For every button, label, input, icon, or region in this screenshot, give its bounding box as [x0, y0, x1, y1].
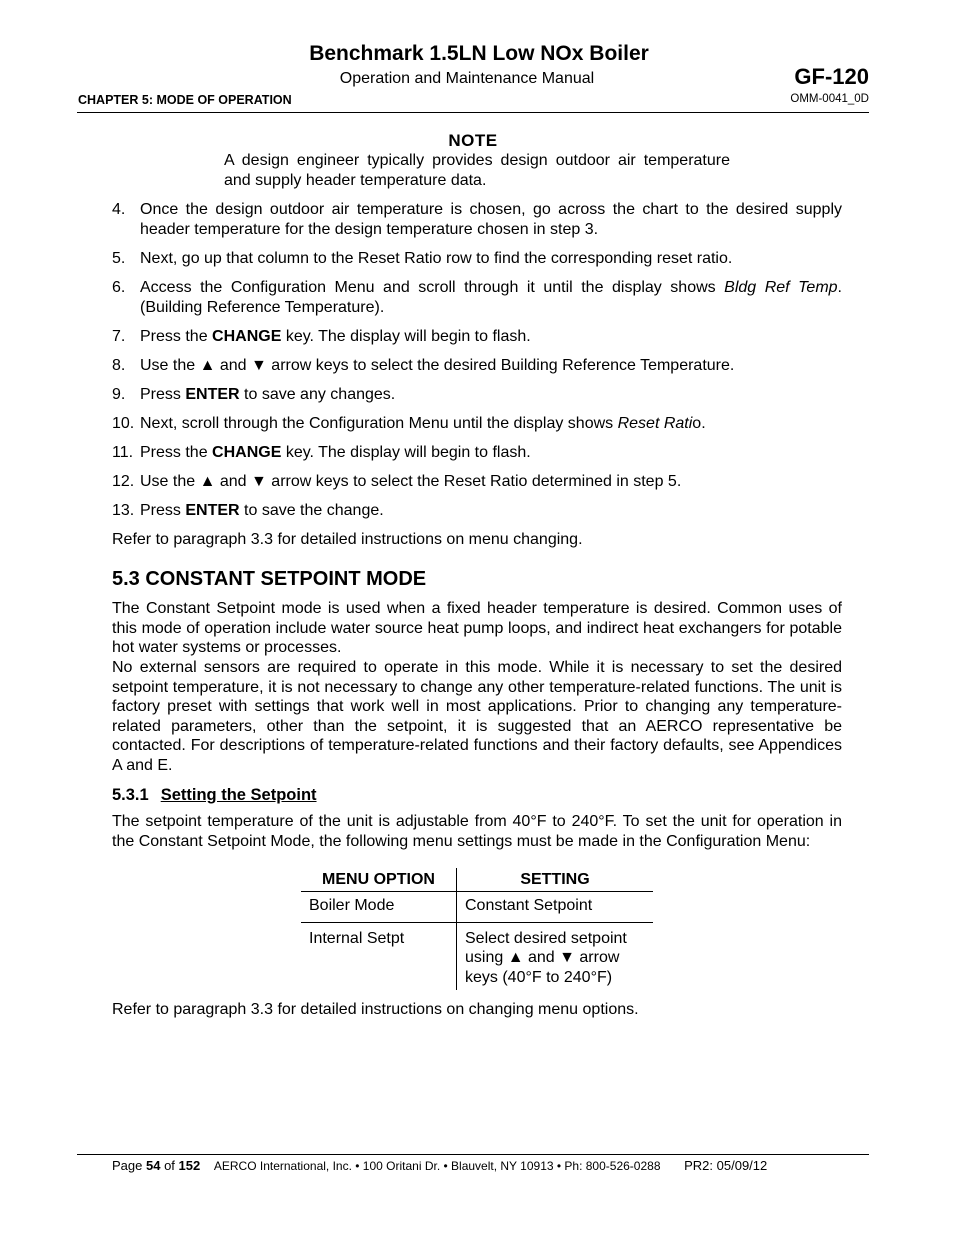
refer-paragraph: Refer to paragraph 3.3 for detailed instructions on changing menu options.	[112, 1001, 639, 1018]
table-cell: Boiler Mode	[301, 892, 457, 923]
step-item: 11. Press the CHANGE key. The display will begin to flash.	[112, 444, 531, 461]
step-item: 4. Once the design outdoor air temperature is chosen, go across the chart to the desired supply header temperature for the design temperature chosen in step 3.	[112, 201, 842, 238]
table-cell: Internal Setpt	[301, 922, 457, 990]
subsection-paragraph: The setpoint temperature of the unit is adjustable from 40°F to 240°F. To set the unit for operation in the Constant Setpoint Mode, the following menu settings must be made in the Configuration Menu:	[112, 813, 842, 850]
omm-number: OMM-0041_0D	[790, 93, 869, 105]
table-row	[301, 892, 653, 923]
footer-rule	[77, 1154, 869, 1155]
subsection-heading: 5.3.1 Setting the Setpoint	[112, 786, 317, 804]
table-cell: Constant Setpoint	[457, 892, 654, 923]
step-item: 9. Press ENTER to save any changes.	[112, 386, 396, 403]
step-item: 8. Use the ▲ and ▼ arrow keys to select the desired Building Reference Temperature.	[112, 357, 735, 374]
chapter-label: CHAPTER 5: MODE OF OPERATION	[78, 93, 292, 107]
document-code: GF-120	[794, 64, 869, 89]
table-row	[301, 922, 653, 990]
step-item: 12. Use the ▲ and ▼ arrow keys to select the Reset Ratio determined in step 5.	[112, 473, 682, 490]
step-item: 13. Press ENTER to save the change.	[112, 502, 384, 519]
page-footer: Page 54 of 152 AERCO International, Inc. • 100 Oritani Dr. • Blauvelt, NY 10913 • Ph: 800-526-0288 PR2: 05/09/12	[112, 1158, 768, 1173]
section-paragraph: No external sensors are required to operate in this mode. While it is necessary to set the desired setpoint temperature, it is not necessary to change any other temperature-related functions. The unit is factory preset with settings that work well in most applications. Prior to changing any temperature-related parameters, other than the setpoint, it is suggested that an AERCO representative be contacted. For descriptions of temperature-related functions and their factory defaults, see Appendices A and E.	[112, 659, 842, 774]
revision-label: PR2: 05/09/12	[684, 1158, 768, 1173]
note-body: A design engineer typically provides design outdoor air temperature and supply header temperature data.	[224, 152, 730, 189]
refer-paragraph: Refer to paragraph 3.3 for detailed instructions on menu changing.	[112, 531, 583, 548]
section-heading: 5.3 CONSTANT SETPOINT MODE	[112, 568, 427, 590]
section-paragraph: The Constant Setpoint mode is used when a fixed header temperature is desired. Common uses of this mode of operation include water source heat pump loops, and indirect heat exchangers for potable hot water systems or processes.	[112, 600, 842, 656]
table-cell: Select desired setpoint using ▲ and ▼ arrow keys (40°F to 240°F)	[465, 929, 627, 986]
procedure-steps	[112, 200, 842, 530]
header-rule	[77, 112, 869, 113]
document-subtitle: Operation and Maintenance Manual	[339, 70, 595, 87]
page-total: 152	[178, 1158, 201, 1173]
table-header: SETTING	[457, 868, 654, 892]
note-title: NOTE	[448, 131, 498, 150]
step-item: 7. Press the CHANGE key. The display will begin to flash.	[112, 328, 531, 345]
step-item: 6. Access the Configuration Menu and scroll through it until the display shows Bldg Ref Temp. (Building Reference Temperature).	[112, 279, 842, 316]
document-title: Benchmark 1.5LN Low NOx Boiler	[309, 42, 649, 65]
page-number: 54	[145, 1158, 161, 1173]
step-item: 10. Next, scroll through the Configuration Menu until the display shows Reset Ratio.	[112, 415, 706, 432]
step-item: 5. Next, go up that column to the Reset Ratio row to find the corresponding reset ratio.	[112, 250, 733, 267]
table-header: MENU OPTION	[301, 868, 457, 892]
menu-settings-table	[301, 868, 653, 990]
company-address: AERCO International, Inc. • 100 Oritani Dr. • Blauvelt, NY 10913 • Ph: 800-526-0288	[213, 1159, 661, 1173]
